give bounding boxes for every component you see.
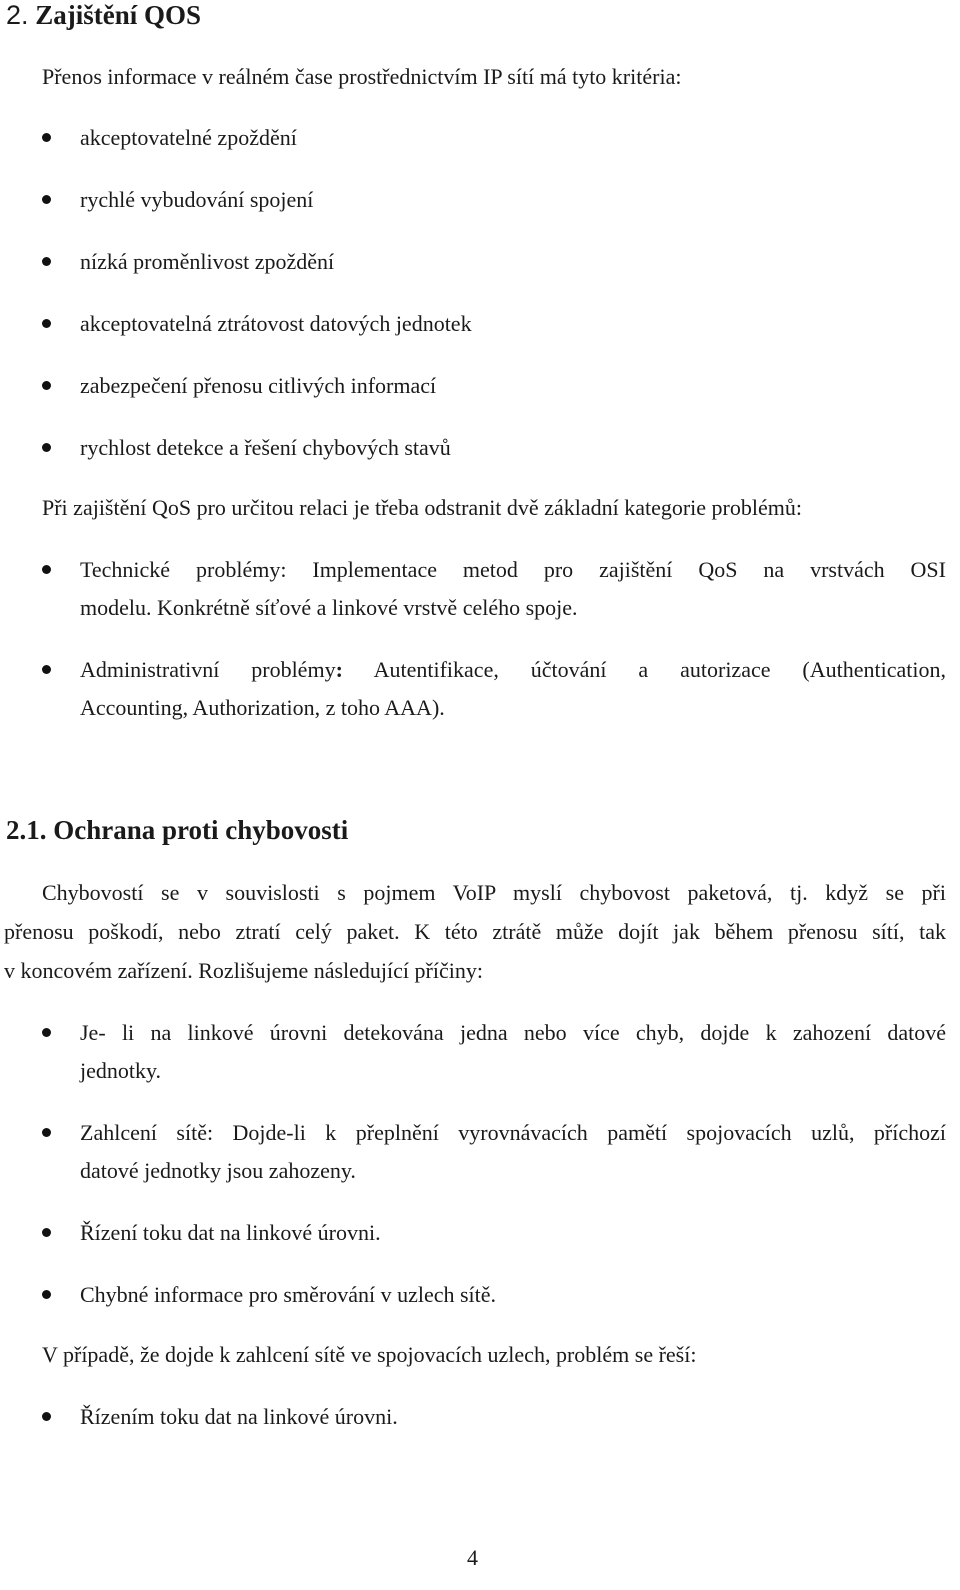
list-item: nízká proměnlivost zpoždění [80,249,335,274]
bullet-icon [42,257,51,266]
bullet-icon [42,1290,51,1299]
list-item-continuation: jednotky. [80,1058,162,1083]
list-item-continuation: datové jednotky jsou zahozeny. [80,1158,356,1183]
list-item: Řízením toku dat na linkové úrovni. [80,1404,398,1429]
subsection-number: 2.1. [6,815,47,845]
subsection-title: Ochrana proti chybovosti [53,815,349,845]
list-item: Technické problémy: Implementace metod pro zajištění QoS na vrstvách OSI [80,557,946,582]
paragraph-line: Chybovostí se v souvislosti s pojmem VoIP myslí chybovost paketová, tj. když se při [42,880,946,905]
section-title: Zajištění QOS [35,0,202,30]
list-item: zabezpečení přenosu citlivých informací [80,373,437,398]
paragraph-line: přenosu poškodí, nebo ztratí celý paket. K této ztrátě může dojít jak během přenosu sítí, tak [4,919,946,944]
list-item: Zahlcení sítě: Dojde-li k přeplnění vyrovnávacích pamětí spojovacích uzlů, příchozí [80,1120,946,1145]
section-intro: Přenos informace v reálném čase prostřednictvím IP sítí má tyto kritéria: [42,64,682,89]
problems-intro: Při zajištění QoS pro určitou relaci je třeba odstranit dvě základní kategorie problémů: [42,495,802,520]
list-item-continuation: Accounting, Authorization, z toho AAA). [80,695,445,720]
congestion-intro: V případě, že dojde k zahlcení sítě ve spojovacích uzlech, problém se řeší: [42,1342,697,1367]
list-item: Chybné informace pro směrování v uzlech sítě. [80,1282,497,1307]
problem-label: Administrativní problémy [80,657,336,682]
bullet-icon [42,1412,51,1421]
section-heading [6,0,201,30]
list-item: akceptovatelná ztrátovost datových jednotek [80,311,472,336]
bullet-icon [42,133,51,142]
list-item: Řízení toku dat na linkové úrovni. [80,1220,381,1245]
problem-text: Autentifikace, účtování a autorizace (Authentication, [342,657,946,682]
bullet-icon [42,665,51,674]
list-item: Je- li na linkové úrovni detekována jedna nebo více chyb, dojde k zahození datové [80,1020,946,1045]
list-item: akceptovatelné zpoždění [80,125,297,150]
bullet-icon [42,1028,51,1037]
page-number: 4 [467,1545,478,1570]
subsection-heading [6,815,348,845]
problem-colon: : [335,657,343,682]
section-number: 2. [6,0,29,30]
bullet-icon [42,443,51,452]
list-item: rychlost detekce a řešení chybových stavů [80,435,451,460]
bullet-icon [42,381,51,390]
list-item [80,657,946,683]
bullet-icon [42,1228,51,1237]
list-item-continuation: modelu. Konkrétně síťové a linkové vrstvě celého spoje. [80,595,578,620]
bullet-icon [42,195,51,204]
bullet-icon [42,565,51,574]
paragraph-line: v koncovém zařízení. Rozlišujeme následující příčiny: [4,958,483,983]
list-item: rychlé vybudování spojení [80,187,314,212]
bullet-icon [42,319,51,328]
bullet-icon [42,1128,51,1137]
